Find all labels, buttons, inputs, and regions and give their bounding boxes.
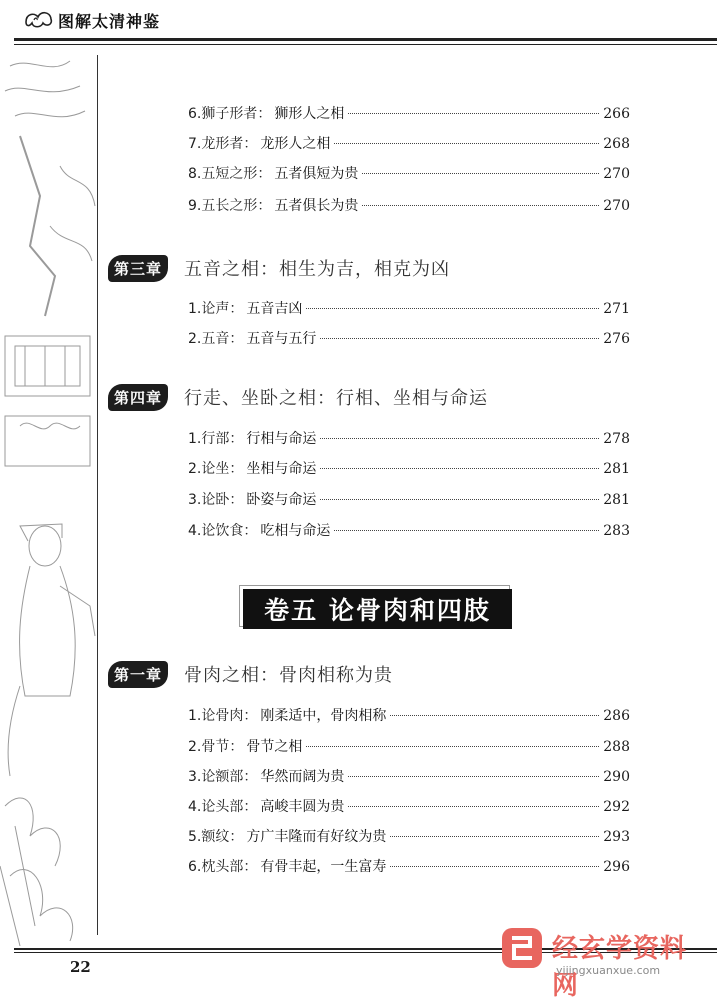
entry-page: 268 <box>603 136 630 152</box>
entry-subtitle: 方广丰隆而有好纹为贵 <box>246 829 387 845</box>
entry-subtitle: 卧姿与命运 <box>246 492 317 508</box>
toc-entry[interactable] <box>188 298 630 320</box>
toc-entry[interactable] <box>188 103 630 125</box>
toc-entry[interactable] <box>188 826 630 848</box>
entry-title: 论骨肉： <box>201 708 258 724</box>
entry-number: 5. <box>188 829 202 845</box>
entry-title: 五短之形： <box>201 166 272 182</box>
entry-number: 6. <box>188 859 202 875</box>
entry-subtitle: 五者俱长为贵 <box>274 198 359 214</box>
entry-subtitle: 五音吉凶 <box>246 301 303 317</box>
entry-title: 行部： <box>201 431 244 447</box>
dot-leader <box>348 806 599 807</box>
entry-page: 278 <box>603 431 630 447</box>
entry-subtitle: 高峻丰圆为贵 <box>260 799 345 815</box>
toc-entry[interactable] <box>188 705 630 727</box>
entry-page: 296 <box>603 859 630 875</box>
dot-leader <box>306 308 599 309</box>
entry-number: 2. <box>188 739 202 755</box>
entry-page: 286 <box>603 708 630 724</box>
dot-leader <box>320 499 599 500</box>
entry-page: 266 <box>603 106 630 122</box>
toc-entry[interactable] <box>188 428 630 450</box>
entry-number: 2. <box>188 331 202 347</box>
entry-title: 五音： <box>201 331 244 347</box>
entry-number: 6. <box>188 106 202 122</box>
entry-page: 270 <box>603 198 630 214</box>
entry-page: 292 <box>603 799 630 815</box>
dot-leader <box>334 143 599 144</box>
entry-page: 281 <box>603 461 630 477</box>
chapter-badge: 第四章 <box>108 384 168 411</box>
entry-subtitle: 坐相与命运 <box>246 461 317 477</box>
entry-subtitle: 吃相与命运 <box>260 523 331 539</box>
entry-number: 3. <box>188 492 202 508</box>
chapter-heading <box>108 253 450 283</box>
dot-leader <box>320 438 599 439</box>
entry-number: 4. <box>188 799 202 815</box>
entry-subtitle: 五音与五行 <box>246 331 317 347</box>
entry-page: 281 <box>603 492 630 508</box>
header-rule <box>14 38 717 41</box>
toc-entry[interactable] <box>188 489 630 511</box>
entry-page: 276 <box>603 331 630 347</box>
entry-page: 270 <box>603 166 630 182</box>
dot-leader <box>334 530 599 531</box>
toc-entry[interactable] <box>188 766 630 788</box>
toc-entry[interactable] <box>188 856 630 878</box>
entry-title: 五长之形： <box>201 198 272 214</box>
entry-title: 论卧： <box>201 492 244 508</box>
entry-number: 2. <box>188 461 202 477</box>
entry-page: 293 <box>603 829 630 845</box>
entry-subtitle: 狮形人之相 <box>274 106 345 122</box>
toc-entry[interactable] <box>188 328 630 350</box>
margin-rule <box>97 55 98 935</box>
entry-title: 论饮食： <box>201 523 258 539</box>
entry-title: 额纹： <box>201 829 244 845</box>
toc-entry[interactable] <box>188 195 630 217</box>
entry-number: 9. <box>188 198 202 214</box>
page-number: 22 <box>70 958 91 976</box>
entry-page: 288 <box>603 739 630 755</box>
chapter-title: 骨肉之相：骨肉相称为贵 <box>184 665 394 686</box>
entry-subtitle: 五者俱短为贵 <box>274 166 359 182</box>
header-rule-thin <box>14 44 717 45</box>
chapter-heading <box>108 659 393 689</box>
entry-number: 3. <box>188 769 202 785</box>
entry-subtitle: 刚柔适中，骨肉相称 <box>260 708 387 724</box>
dot-leader <box>390 866 599 867</box>
entry-subtitle: 有骨丰起，一生富寿 <box>260 859 387 875</box>
decorative-illustration <box>0 46 100 946</box>
chapter-heading <box>108 382 488 412</box>
site-logo-icon <box>500 926 544 970</box>
book-title: 图解太清神鉴 <box>58 12 161 31</box>
toc-entry[interactable] <box>188 458 630 480</box>
watermark[interactable] <box>500 926 710 1001</box>
dot-leader <box>306 746 599 747</box>
chapter-title: 行走、坐卧之相：行相、坐相与命运 <box>184 388 489 409</box>
entry-title: 龙形者： <box>201 136 258 152</box>
entry-subtitle: 行相与命运 <box>246 431 317 447</box>
entry-subtitle: 龙形人之相 <box>260 136 331 152</box>
volume-banner: 卷五 论骨肉和四肢 <box>243 589 512 629</box>
entry-number: 8. <box>188 166 202 182</box>
dot-leader <box>390 715 599 716</box>
entry-number: 1. <box>188 301 202 317</box>
toc-entry[interactable] <box>188 520 630 542</box>
cloud-ornament-icon <box>24 8 54 30</box>
toc-entry[interactable] <box>188 163 630 185</box>
watermark-url: yijingxuanxue.com <box>556 964 661 977</box>
dot-leader <box>320 338 599 339</box>
dot-leader <box>348 776 599 777</box>
chapter-badge: 第三章 <box>108 255 168 282</box>
entry-page: 290 <box>603 769 630 785</box>
chapter-title: 五音之相：相生为吉，相克为凶 <box>184 259 451 280</box>
entry-title: 论头部： <box>201 799 258 815</box>
entry-subtitle: 骨节之相 <box>246 739 303 755</box>
entry-title: 枕头部： <box>201 859 258 875</box>
entry-title: 论声： <box>201 301 244 317</box>
entry-page: 283 <box>603 523 630 539</box>
entry-title: 论坐： <box>201 461 244 477</box>
entry-page: 271 <box>603 301 630 317</box>
entry-title: 骨节： <box>201 739 244 755</box>
dot-leader <box>348 113 599 114</box>
dot-leader <box>362 205 599 206</box>
dot-leader <box>362 173 599 174</box>
entry-number: 4. <box>188 523 202 539</box>
entry-number: 1. <box>188 431 202 447</box>
toc-entry[interactable] <box>188 736 630 758</box>
entry-title: 狮子形者： <box>201 106 272 122</box>
page-header <box>0 0 717 48</box>
dot-leader <box>390 836 599 837</box>
entry-number: 1. <box>188 708 202 724</box>
toc-entry[interactable] <box>188 796 630 818</box>
chapter-badge: 第一章 <box>108 661 168 688</box>
toc-entry[interactable] <box>188 133 630 155</box>
dot-leader <box>320 468 599 469</box>
watermark-name: 经玄学资料网 <box>552 934 688 1001</box>
entry-title: 论额部： <box>201 769 258 785</box>
entry-subtitle: 华然而阔为贵 <box>260 769 345 785</box>
entry-number: 7. <box>188 136 202 152</box>
